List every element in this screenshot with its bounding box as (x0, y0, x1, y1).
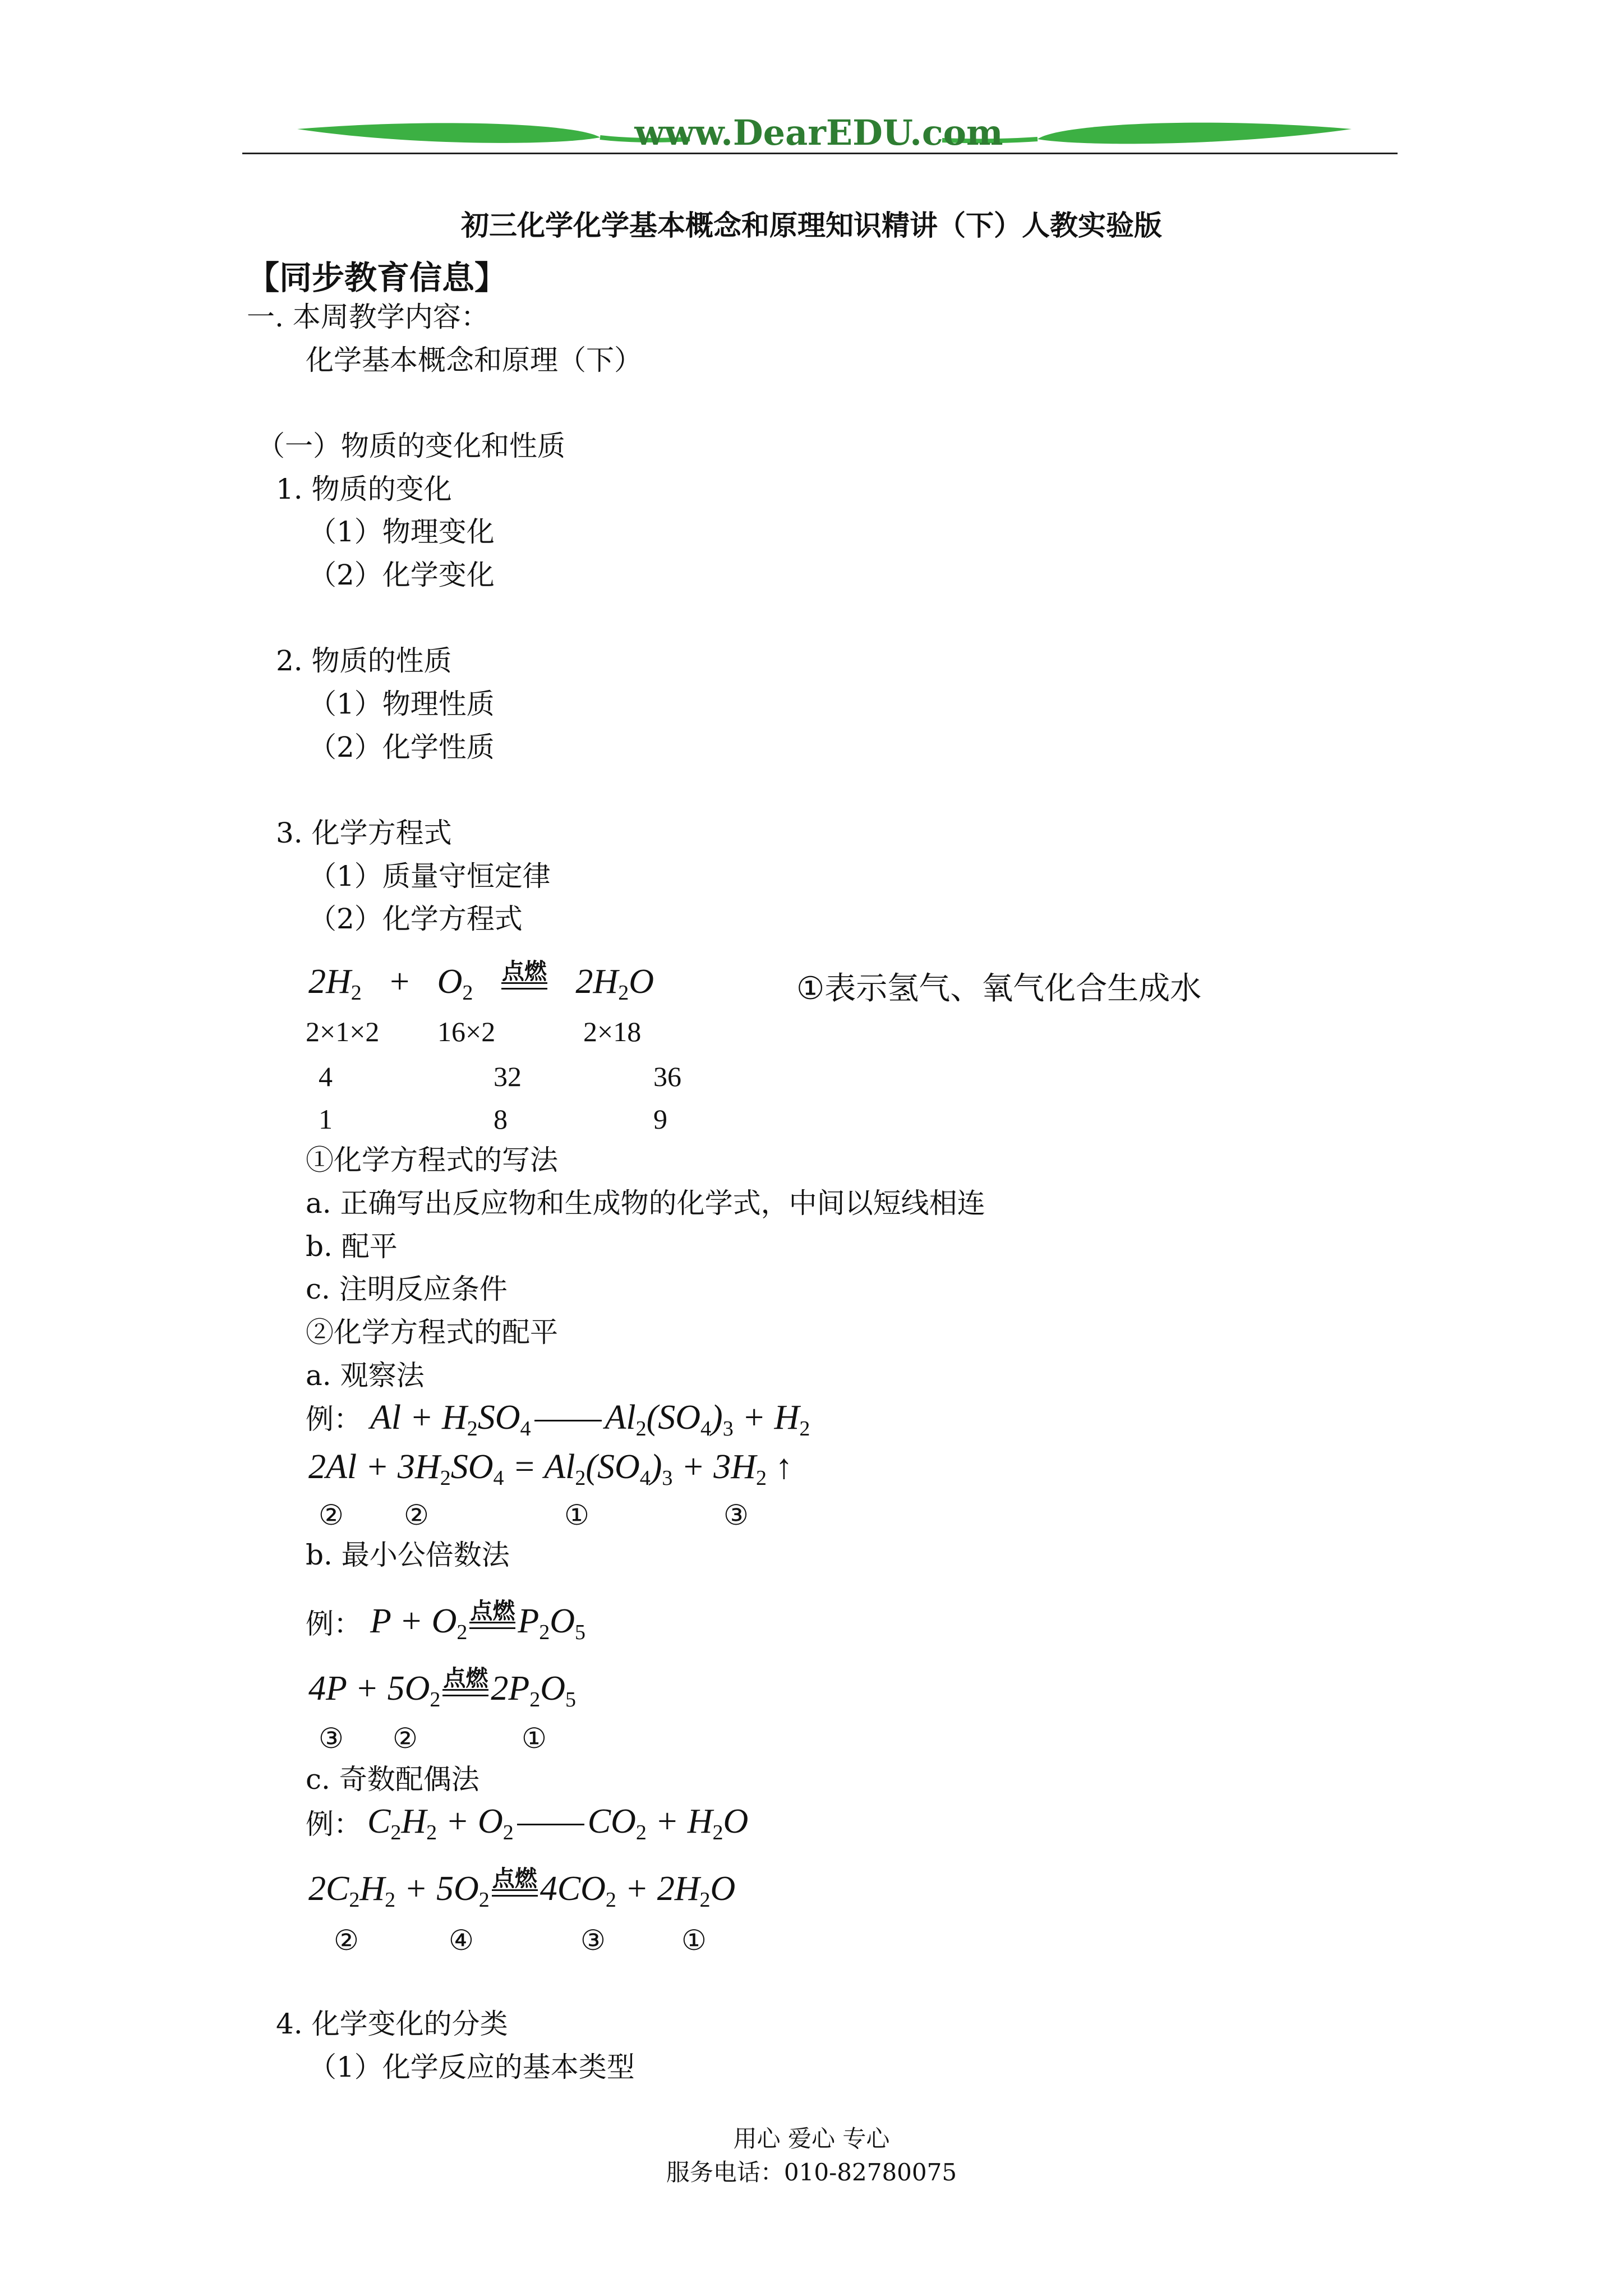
line-writing-a: a. 正确写出反应物和生成物的化学式，中间以短线相连 (306, 1187, 985, 1220)
header-logo (241, 107, 1396, 168)
condition-mark: 点燃 (499, 962, 550, 1001)
order-mark: ② (319, 1499, 344, 1531)
order-mark: ① (564, 1499, 589, 1531)
line-item-3: 3. 化学方程式 (276, 817, 452, 849)
equation-note: ①表示氢气、氧气化合生成水 (796, 970, 1202, 1007)
line-item-2: 2. 物质的性质 (276, 645, 452, 677)
order-mark: ③ (723, 1499, 749, 1531)
order-mark: ④ (449, 1925, 474, 1956)
line-item-3-1: （1）质量守恒定律 (308, 860, 551, 892)
line-item-2-2: （2）化学性质 (308, 731, 495, 763)
order-mark: ① (522, 1723, 547, 1754)
line-item-1: 1. 物质的变化 (276, 473, 452, 505)
mass-row-b-3: 36 (653, 1061, 681, 1092)
equation-al-balanced: $2Al + 3H_2SO_4 = Al_2(SO_4)_3 + 3H_2$ ↑ (308, 1448, 793, 1490)
mass-row-b-1: 4 (319, 1061, 333, 1092)
line-weekly-content: 一. 本周教学内容： (247, 301, 489, 333)
line-item-3-2: （2）化学方程式 (308, 903, 523, 935)
order-mark: ② (404, 1499, 429, 1531)
example-label: 例： (306, 1608, 362, 1640)
line-topic: 化学基本概念和原理（下） (306, 344, 642, 376)
order-mark: ② (334, 1925, 359, 1956)
order-mark: ② (393, 1723, 418, 1754)
equation-p-balanced: $4P + 5O_2$ 点燃 $2P_2O_5$ (308, 1665, 577, 1711)
equation-p-unbalanced: $P + O_2$ 点燃 $P_2O_5$ (370, 1598, 586, 1644)
equation-water: $2H_2 + O_2$ 点燃 $2H_2O$ (308, 959, 654, 1005)
footer-slogan: 用心 爱心 专心 (733, 2125, 890, 2152)
line-balancing-b: b. 最小公倍数法 (306, 1539, 510, 1571)
logo-text: www.DearEDU.com (634, 112, 1003, 153)
example-label: 例： (306, 1808, 362, 1841)
equation-c2h2-unbalanced: $C_2H_2 + O_2$ $CO_2 + H_2O$ (367, 1802, 749, 1844)
mass-row-a-3: 2×18 (583, 1016, 642, 1047)
example-label: 例： (306, 1403, 362, 1435)
mass-row-a-2: 16×2 (437, 1016, 496, 1047)
mass-row-b-2: 32 (494, 1061, 522, 1092)
page-title: 初三化学化学基本概念和原理知识精讲（下）人教实验版 (461, 209, 1162, 242)
line-balancing: ②化学方程式的配平 (306, 1316, 558, 1349)
footer-phone: 服务电话：010-82780075 (666, 2159, 957, 2186)
mass-row-c-2: 8 (494, 1103, 508, 1135)
line-item-1-1: （1）物理变化 (308, 516, 495, 548)
line-balancing-a: a. 观察法 (306, 1359, 425, 1392)
line-item-4-1: （1）化学反应的基本类型 (308, 2051, 635, 2083)
mass-row-a-1: 2×1×2 (306, 1016, 380, 1047)
line-item-1-2: （2）化学变化 (308, 559, 495, 591)
condition-mark: 点燃 (467, 1602, 518, 1641)
condition-mark: 点燃 (490, 1869, 540, 1908)
line-writing-c: c. 注明反应条件 (306, 1273, 508, 1305)
equation-al-unbalanced: $Al + H_2SO_4$ $Al_2(SO_4)_3 + H_2$ (370, 1398, 810, 1441)
order-mark: ③ (319, 1723, 344, 1754)
mass-row-c-1: 1 (319, 1103, 333, 1135)
line-balancing-c: c. 奇数配偶法 (306, 1763, 479, 1796)
line-item-4: 4. 化学变化的分类 (276, 2008, 508, 2040)
line-writing-b: b. 配平 (306, 1230, 398, 1263)
order-mark: ③ (580, 1925, 606, 1956)
header-rule (242, 153, 1398, 154)
condition-mark: 点燃 (440, 1669, 491, 1708)
equation-c2h2-balanced: $2C_2H_2 + 5O_2$ 点燃 $4CO_2 + 2H_2O$ (308, 1866, 736, 1912)
section-heading: 【同步教育信息】 (247, 259, 508, 297)
line-item-2-1: （1）物理性质 (308, 688, 495, 720)
line-section-1: （一）物质的变化和性质 (257, 430, 565, 462)
order-mark: ① (681, 1925, 707, 1956)
mass-row-c-3: 9 (653, 1103, 667, 1135)
line-writing-method: ①化学方程式的写法 (306, 1144, 558, 1176)
